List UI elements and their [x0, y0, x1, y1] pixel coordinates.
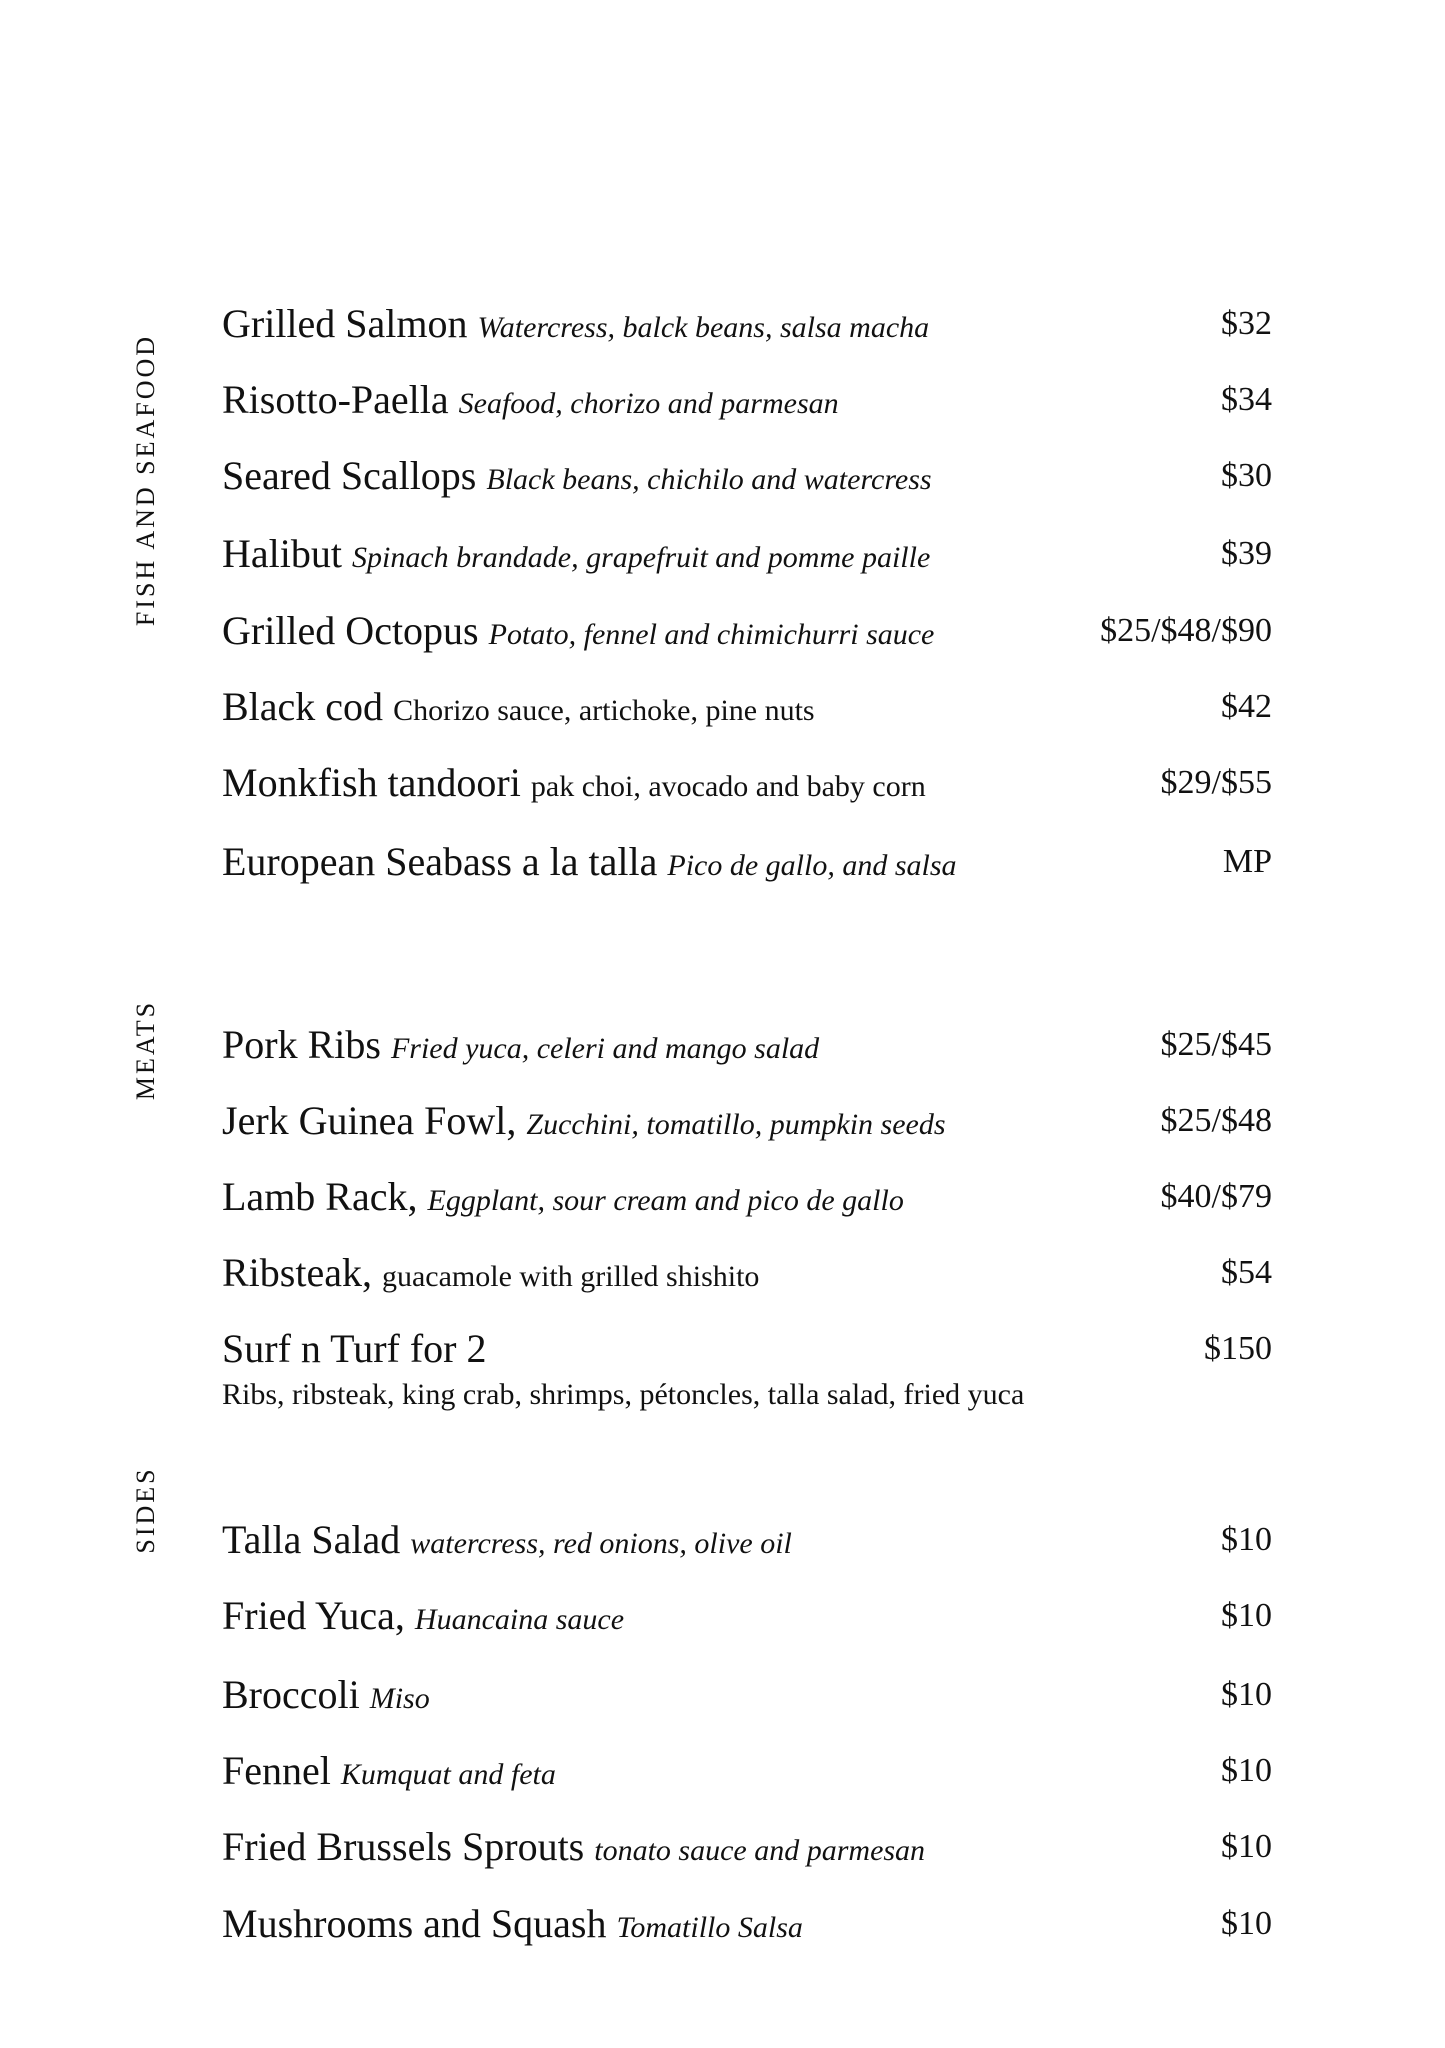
item-price: MP [1222, 843, 1272, 880]
menu-item-halibut [222, 530, 1272, 578]
item-name: Seared Scallops [222, 453, 487, 498]
item-description: Miso [369, 1682, 430, 1715]
menu-item-grilled-salmon [222, 300, 1272, 348]
item-name: Fennel [222, 1748, 341, 1793]
item-name: Mushrooms and Squash [222, 1901, 617, 1946]
menu-item-fried-brussels-sprouts [222, 1823, 1272, 1871]
item-name: Grilled Octopus [222, 608, 489, 653]
item-name: Risotto-Paella [222, 377, 459, 422]
item-name: Black cod [222, 684, 394, 729]
item-price: $25/$48 [1160, 1102, 1272, 1139]
item-name: Lamb Rack, [222, 1174, 428, 1219]
item-description: Chorizo sauce, artichoke, pine nuts [393, 694, 815, 727]
item-name: European Seabass a la talla [222, 839, 668, 884]
item-name: Halibut [222, 531, 352, 576]
item-description: Ribs, ribsteak, king crab, shrimps, pétoncles, talla salad, fried yuca [222, 1378, 1025, 1411]
section-label-meats: MEATS [131, 999, 160, 1101]
item-description: Zucchini, tomatillo, pumpkin seeds [526, 1108, 946, 1141]
menu-item-european-seabass [222, 838, 1272, 886]
item-description: Tomatillo Salsa [616, 1911, 803, 1944]
item-description: Huancaina sauce [414, 1603, 625, 1636]
menu-item-fried-yuca [222, 1592, 1272, 1640]
item-description: Pico de gallo, and salsa [667, 849, 957, 882]
section-label-fish-and-seafood: FISH AND SEAFOOD [131, 333, 160, 627]
menu-item-risotto-paella [222, 376, 1272, 424]
item-name: Talla Salad [222, 1517, 411, 1562]
item-price: $32 [1221, 305, 1272, 342]
item-price: $25/$45 [1160, 1026, 1272, 1063]
item-name: Fried Brussels Sprouts [222, 1824, 595, 1869]
item-description: Black beans, chichilo and watercress [486, 463, 932, 496]
item-description: watercress, red onions, olive oil [410, 1527, 792, 1560]
item-price: $150 [1204, 1330, 1272, 1367]
menu-item-talla-salad [222, 1516, 1272, 1564]
menu-item-pork-ribs [222, 1021, 1272, 1069]
item-description: guacamole with grilled shishito [381, 1260, 760, 1293]
item-price: $39 [1221, 535, 1272, 572]
item-description: Seafood, chorizo and parmesan [458, 387, 839, 420]
item-price: $40/$79 [1160, 1178, 1272, 1215]
menu-item-ribsteak [222, 1249, 1272, 1297]
item-name: Pork Ribs [222, 1022, 391, 1067]
item-name: Monkfish tandoori [222, 760, 531, 805]
item-price: $10 [1221, 1752, 1272, 1789]
item-price: $30 [1221, 457, 1272, 494]
item-name: Grilled Salmon [222, 301, 478, 346]
item-price: $25/$48/$90 [1100, 612, 1272, 649]
item-description: tonato sauce and parmesan [594, 1834, 926, 1867]
item-description: Fried yuca, celeri and mango salad [390, 1032, 820, 1065]
item-description: Eggplant, sour cream and pico de gallo [427, 1184, 904, 1217]
item-description: Watercress, balck beans, salsa macha [477, 311, 930, 344]
item-name: Ribsteak, [222, 1250, 382, 1295]
item-price: $10 [1221, 1597, 1272, 1634]
item-price: $54 [1221, 1254, 1272, 1291]
menu-item-broccoli [222, 1671, 1272, 1719]
menu-item-black-cod [222, 683, 1272, 731]
item-name: Fried Yuca, [222, 1593, 415, 1638]
item-description: Kumquat and feta [340, 1758, 556, 1791]
item-name: Surf n Turf for 2 [222, 1326, 487, 1371]
menu-item-surf-n-turf [222, 1325, 1272, 1411]
menu-item-seared-scallops [222, 452, 1272, 500]
item-price: $42 [1221, 688, 1272, 725]
menu-item-mushrooms-and-squash [222, 1900, 1272, 1948]
section-label-sides: SIDES [131, 1466, 160, 1554]
menu-item-monkfish-tandoori [222, 759, 1272, 807]
menu-item-lamb-rack [222, 1173, 1272, 1221]
item-description: Spinach brandade, grapefruit and pomme paille [351, 541, 931, 574]
item-name: Broccoli [222, 1672, 370, 1717]
item-description: Potato, fennel and chimichurri sauce [488, 618, 935, 651]
item-price: $10 [1221, 1521, 1272, 1558]
item-description: pak choi, avocado and baby corn [530, 770, 926, 803]
item-price: $29/$55 [1160, 764, 1272, 801]
item-name: Jerk Guinea Fowl, [222, 1098, 527, 1143]
menu-item-jerk-guinea-fowl [222, 1097, 1272, 1145]
item-price: $10 [1221, 1828, 1272, 1865]
item-price: $34 [1221, 381, 1272, 418]
menu-item-grilled-octopus [222, 607, 1272, 655]
item-price: $10 [1221, 1905, 1272, 1942]
item-price: $10 [1221, 1676, 1272, 1713]
menu-item-fennel [222, 1747, 1272, 1795]
